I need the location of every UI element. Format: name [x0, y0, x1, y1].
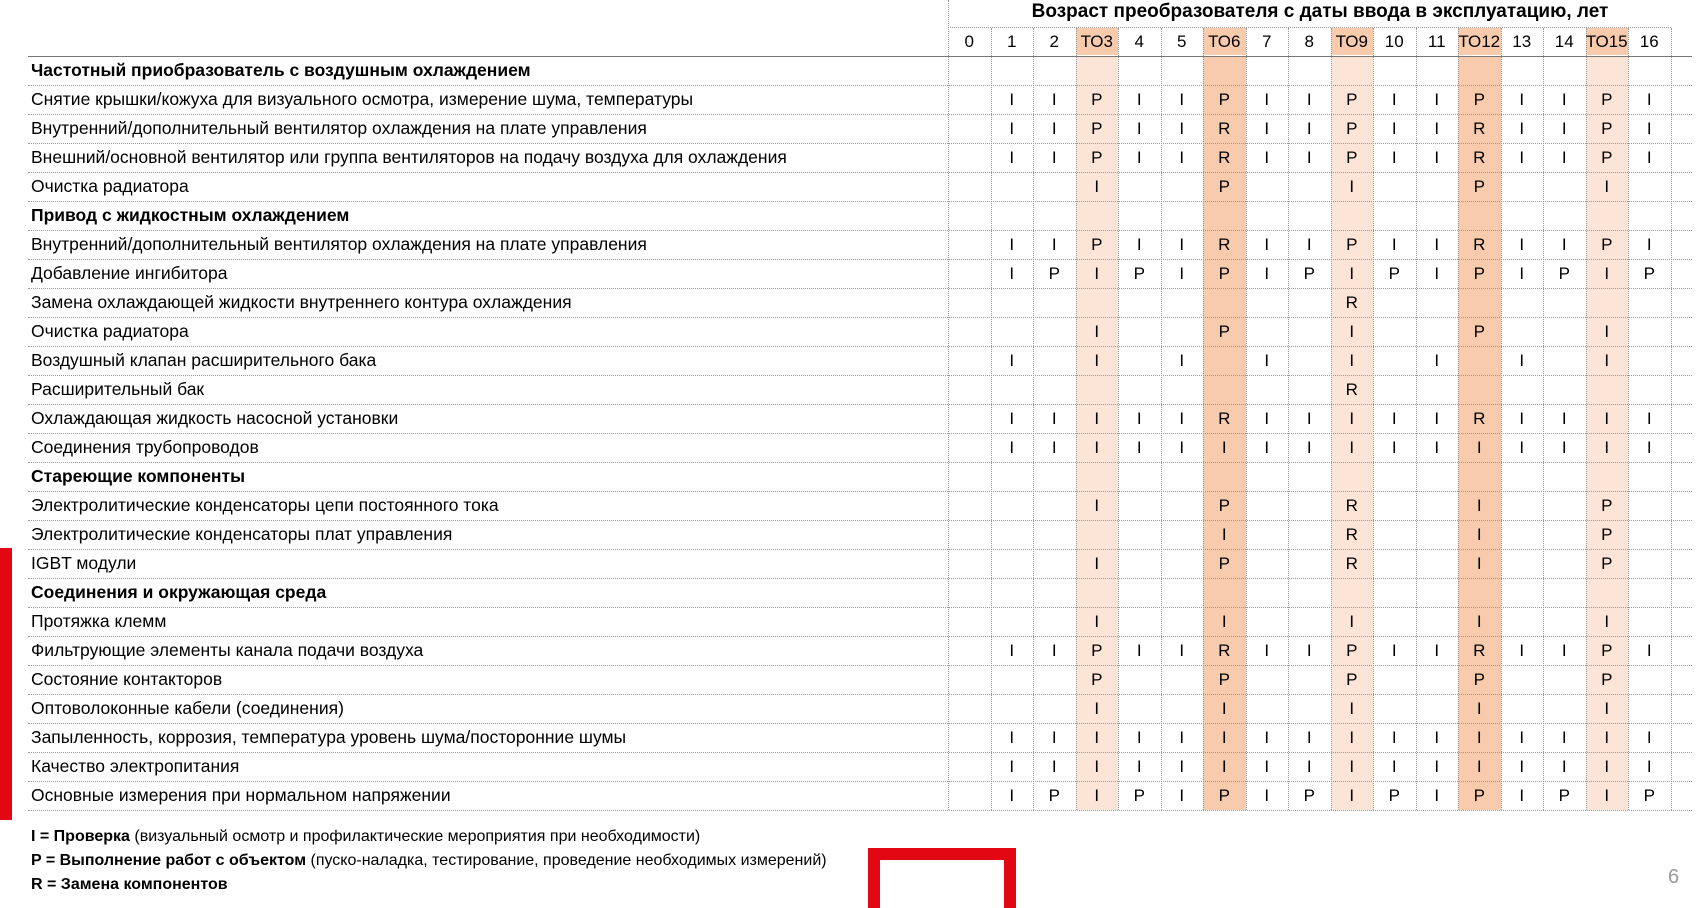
- schedule-cell: I: [1561, 119, 1567, 138]
- schedule-cell: I: [1094, 612, 1100, 631]
- schedule-cell: I: [1094, 728, 1100, 747]
- schedule-cell: I: [1561, 641, 1567, 660]
- schedule-cell: I: [1051, 90, 1057, 109]
- schedule-cell: P: [1601, 90, 1613, 109]
- red-accent-bar: [0, 548, 12, 820]
- schedule-cell: I: [1604, 786, 1610, 805]
- schedule-cell: I: [1519, 264, 1525, 283]
- schedule-cell: I: [1646, 438, 1652, 457]
- schedule-cell: I: [1051, 728, 1057, 747]
- schedule-cell: P: [1643, 264, 1655, 283]
- schedule-cell: I: [1604, 177, 1610, 196]
- schedule-cell: I: [1646, 119, 1652, 138]
- row-label: Замена охлаждающей жидкости внутреннего контура охлаждения: [31, 292, 572, 312]
- schedule-cell: P: [1218, 554, 1230, 573]
- schedule-cell: P: [1218, 90, 1230, 109]
- schedule-cell: R: [1218, 409, 1231, 428]
- schedule-cell: P: [1601, 554, 1613, 573]
- row-divider: [28, 607, 1692, 608]
- legend-item-inspection: [31, 826, 700, 848]
- schedule-cell: I: [1051, 641, 1057, 660]
- schedule-cell: I: [1349, 264, 1355, 283]
- schedule-cell: I: [1009, 409, 1015, 428]
- schedule-cell: I: [1519, 351, 1525, 370]
- schedule-cell: P: [1473, 177, 1485, 196]
- section-heading: Соединения и окружающая среда: [31, 582, 327, 602]
- schedule-cell: I: [1179, 148, 1185, 167]
- schedule-cell: I: [1434, 438, 1440, 457]
- schedule-cell: P: [1473, 90, 1485, 109]
- row-label: Внешний/основной вентилятор или группа вентиляторов на подачу воздуха для охлаждения: [31, 147, 787, 167]
- schedule-cell: I: [1604, 409, 1610, 428]
- schedule-cell: I: [1264, 148, 1270, 167]
- schedule-cell: R: [1218, 641, 1231, 660]
- row-label: IGBT модули: [31, 553, 137, 573]
- schedule-cell: I: [1094, 496, 1100, 515]
- column-divider: [948, 0, 949, 810]
- schedule-cell: I: [1221, 757, 1227, 776]
- schedule-cell: I: [1179, 90, 1185, 109]
- schedule-cell: I: [1179, 119, 1185, 138]
- schedule-cell: I: [1476, 496, 1482, 515]
- schedule-cell: I: [1349, 786, 1355, 805]
- schedule-cell: I: [1306, 641, 1312, 660]
- schedule-cell: I: [1051, 757, 1057, 776]
- schedule-cell: I: [1519, 119, 1525, 138]
- row-label: Воздушный клапан расширительного бака: [31, 350, 377, 370]
- schedule-cell: I: [1051, 119, 1057, 138]
- schedule-cell: I: [1519, 438, 1525, 457]
- legend-text: (пуско-наладка, тестирование, проведение необходимых измерений): [306, 852, 827, 869]
- legend-key: I = Проверка: [31, 828, 130, 845]
- schedule-cell: I: [1476, 612, 1482, 631]
- schedule-cell: I: [1561, 235, 1567, 254]
- schedule-cell: P: [1218, 322, 1230, 341]
- schedule-cell: R: [1345, 380, 1358, 399]
- row-divider: [28, 172, 1692, 173]
- schedule-cell: P: [1558, 786, 1570, 805]
- schedule-cell: P: [1091, 641, 1103, 660]
- legend-key: P = Выполнение работ с объектом: [31, 852, 307, 869]
- schedule-cell: I: [1136, 90, 1142, 109]
- schedule-cell: I: [1179, 728, 1185, 747]
- schedule-cell: I: [1179, 235, 1185, 254]
- schedule-cell: I: [1264, 90, 1270, 109]
- schedule-cell: I: [1094, 786, 1100, 805]
- schedule-cell: I: [1476, 438, 1482, 457]
- schedule-cell: I: [1179, 409, 1185, 428]
- row-label: Основные измерения при нормальном напряжении: [31, 785, 451, 805]
- schedule-cell: P: [1133, 264, 1145, 283]
- schedule-cell: I: [1519, 90, 1525, 109]
- schedule-cell: I: [1349, 757, 1355, 776]
- row-label: Фильтрующие элементы канала подачи воздуха: [31, 640, 424, 660]
- schedule-cell: I: [1561, 728, 1567, 747]
- schedule-cell: I: [1349, 409, 1355, 428]
- schedule-cell: I: [1349, 322, 1355, 341]
- legend-item-work: [31, 850, 827, 872]
- schedule-cell: P: [1601, 235, 1613, 254]
- column-header: ТО6: [1208, 32, 1241, 51]
- schedule-cell: I: [1476, 757, 1482, 776]
- row-label: Охлаждающая жидкость насосной установки: [31, 408, 399, 428]
- schedule-cell: I: [1604, 351, 1610, 370]
- schedule-cell: I: [1561, 90, 1567, 109]
- schedule-cell: I: [1391, 641, 1397, 660]
- schedule-cell: I: [1391, 148, 1397, 167]
- schedule-cell: P: [1346, 235, 1358, 254]
- schedule-cell: I: [1434, 351, 1440, 370]
- schedule-cell: I: [1051, 235, 1057, 254]
- schedule-cell: I: [1434, 235, 1440, 254]
- schedule-cell: P: [1091, 119, 1103, 138]
- schedule-cell: I: [1009, 351, 1015, 370]
- schedule-cell: I: [1094, 322, 1100, 341]
- schedule-cell: I: [1179, 757, 1185, 776]
- schedule-cell: I: [1434, 409, 1440, 428]
- schedule-cell: I: [1646, 90, 1652, 109]
- schedule-cell: I: [1136, 148, 1142, 167]
- schedule-cell: I: [1646, 409, 1652, 428]
- schedule-cell: I: [1604, 264, 1610, 283]
- schedule-cell: P: [1346, 148, 1358, 167]
- schedule-cell: I: [1136, 641, 1142, 660]
- schedule-cell: I: [1646, 728, 1652, 747]
- schedule-cell: P: [1558, 264, 1570, 283]
- schedule-cell: I: [1221, 525, 1227, 544]
- schedule-cell: P: [1346, 90, 1358, 109]
- schedule-cell: I: [1136, 438, 1142, 457]
- schedule-cell: P: [1346, 670, 1358, 689]
- row-label: Внутренний/дополнительный вентилятор охлаждения на плате управления: [31, 234, 647, 254]
- page-number: 6: [1668, 866, 1680, 888]
- row-label: Добавление ингибитора: [31, 263, 228, 283]
- schedule-cell: I: [1434, 728, 1440, 747]
- schedule-cell: I: [1561, 438, 1567, 457]
- schedule-cell: I: [1476, 728, 1482, 747]
- column-header: 5: [1177, 32, 1187, 51]
- schedule-cell: P: [1218, 670, 1230, 689]
- schedule-cell: I: [1264, 119, 1270, 138]
- schedule-cell: I: [1434, 90, 1440, 109]
- schedule-cell: I: [1264, 786, 1270, 805]
- schedule-cell: I: [1136, 409, 1142, 428]
- schedule-cell: I: [1519, 786, 1525, 805]
- schedule-cell: I: [1646, 148, 1652, 167]
- schedule-cell: I: [1264, 641, 1270, 660]
- schedule-cell: I: [1519, 641, 1525, 660]
- schedule-cell: I: [1306, 119, 1312, 138]
- schedule-cell: R: [1473, 641, 1486, 660]
- schedule-cell: I: [1221, 438, 1227, 457]
- schedule-cell: I: [1179, 438, 1185, 457]
- schedule-cell: R: [1473, 235, 1486, 254]
- row-label: Внутренний/дополнительный вентилятор охлаждения на плате управления: [31, 118, 647, 138]
- schedule-cell: P: [1218, 496, 1230, 515]
- schedule-cell: I: [1306, 728, 1312, 747]
- column-header: 4: [1134, 32, 1144, 51]
- row-label: Снятие крышки/кожуха для визуального осмотра, измерение шума, температуры: [31, 89, 694, 109]
- schedule-cell: P: [1048, 264, 1060, 283]
- schedule-cell: P: [1473, 786, 1485, 805]
- schedule-cell: I: [1604, 728, 1610, 747]
- row-label: Соединения трубопроводов: [31, 437, 259, 457]
- schedule-cell: P: [1048, 786, 1060, 805]
- schedule-cell: P: [1091, 148, 1103, 167]
- schedule-cell: I: [1094, 757, 1100, 776]
- schedule-cell: I: [1391, 438, 1397, 457]
- row-label: Очистка радиатора: [31, 176, 189, 196]
- schedule-cell: I: [1094, 264, 1100, 283]
- schedule-cell: P: [1303, 264, 1315, 283]
- schedule-cell: I: [1221, 612, 1227, 631]
- schedule-cell: I: [1349, 612, 1355, 631]
- schedule-cell: I: [1306, 235, 1312, 254]
- schedule-cell: I: [1094, 438, 1100, 457]
- schedule-cell: I: [1391, 235, 1397, 254]
- schedule-cell: I: [1179, 264, 1185, 283]
- column-header: ТО12: [1458, 32, 1501, 51]
- row-label: Протяжка клемм: [31, 611, 167, 631]
- schedule-cell: I: [1009, 728, 1015, 747]
- schedule-cell: I: [1136, 728, 1142, 747]
- schedule-cell: I: [1349, 699, 1355, 718]
- schedule-cell: I: [1519, 728, 1525, 747]
- schedule-cell: P: [1218, 786, 1230, 805]
- schedule-cell: I: [1094, 177, 1100, 196]
- section-heading: Частотный приобразователь с воздушным охлаждением: [31, 60, 531, 80]
- schedule-cell: I: [1094, 351, 1100, 370]
- row-label: Расширительный бак: [31, 379, 205, 399]
- schedule-cell: I: [1009, 786, 1015, 805]
- schedule-cell: I: [1051, 148, 1057, 167]
- schedule-cell: I: [1136, 757, 1142, 776]
- schedule-cell: I: [1391, 119, 1397, 138]
- schedule-cell: I: [1434, 757, 1440, 776]
- schedule-cell: P: [1601, 670, 1613, 689]
- schedule-cell: I: [1391, 728, 1397, 747]
- column-header: 2: [1049, 32, 1059, 51]
- row-label: Электролитические конденсаторы плат управления: [31, 524, 453, 544]
- schedule-cell: I: [1306, 757, 1312, 776]
- schedule-cell: P: [1601, 496, 1613, 515]
- schedule-cell: I: [1136, 235, 1142, 254]
- schedule-cell: P: [1601, 641, 1613, 660]
- schedule-cell: R: [1345, 293, 1358, 312]
- column-divider: [1671, 28, 1672, 810]
- schedule-cell: P: [1643, 786, 1655, 805]
- schedule-cell: I: [1391, 90, 1397, 109]
- schedule-cell: I: [1604, 612, 1610, 631]
- row-label: Очистка радиатора: [31, 321, 189, 341]
- column-header: 1: [1007, 32, 1017, 51]
- schedule-cell: I: [1561, 757, 1567, 776]
- column-header: 8: [1304, 32, 1314, 51]
- schedule-cell: I: [1349, 728, 1355, 747]
- schedule-cell: I: [1391, 757, 1397, 776]
- schedule-cell: I: [1306, 90, 1312, 109]
- schedule-cell: I: [1051, 409, 1057, 428]
- schedule-cell: P: [1473, 322, 1485, 341]
- schedule-cell: I: [1561, 409, 1567, 428]
- table-header-title: Возраст преобразователя с даты ввода в эксплуатацию, лет: [1031, 1, 1609, 22]
- schedule-cell: P: [1133, 786, 1145, 805]
- schedule-cell: I: [1434, 264, 1440, 283]
- schedule-cell: I: [1009, 757, 1015, 776]
- schedule-cell: I: [1476, 699, 1482, 718]
- schedule-cell: P: [1473, 670, 1485, 689]
- row-label: Электролитические конденсаторы цепи постоянного тока: [31, 495, 499, 515]
- schedule-cell: I: [1604, 438, 1610, 457]
- schedule-cell: I: [1519, 235, 1525, 254]
- column-header: 7: [1262, 32, 1272, 51]
- schedule-cell: I: [1604, 757, 1610, 776]
- row-label: Запыленность, коррозия, температура уровень шума/посторонние шумы: [31, 727, 627, 747]
- row-divider: [28, 665, 1692, 666]
- schedule-cell: I: [1009, 264, 1015, 283]
- column-header: 11: [1427, 32, 1446, 51]
- section-heading: Стареющие компоненты: [31, 466, 246, 486]
- schedule-cell: I: [1094, 409, 1100, 428]
- schedule-cell: P: [1091, 235, 1103, 254]
- schedule-cell: I: [1604, 699, 1610, 718]
- schedule-cell: R: [1218, 235, 1231, 254]
- schedule-cell: I: [1646, 757, 1652, 776]
- schedule-cell: R: [1218, 119, 1231, 138]
- column-header: 14: [1554, 32, 1574, 51]
- schedule-cell: I: [1221, 728, 1227, 747]
- schedule-cell: I: [1646, 641, 1652, 660]
- schedule-cell: I: [1264, 757, 1270, 776]
- schedule-cell: I: [1009, 119, 1015, 138]
- schedule-cell: R: [1345, 496, 1358, 515]
- schedule-cell: R: [1473, 119, 1486, 138]
- schedule-cell: R: [1345, 554, 1358, 573]
- legend-key: R = Замена компонентов: [31, 876, 228, 893]
- schedule-cell: P: [1091, 90, 1103, 109]
- schedule-cell: I: [1434, 119, 1440, 138]
- column-header: 0: [964, 32, 974, 51]
- schedule-cell: P: [1346, 119, 1358, 138]
- column-header: ТО15: [1585, 32, 1628, 51]
- schedule-cell: I: [1264, 235, 1270, 254]
- schedule-cell: I: [1391, 409, 1397, 428]
- schedule-cell: I: [1646, 235, 1652, 254]
- schedule-cell: R: [1218, 148, 1231, 167]
- schedule-cell: I: [1476, 525, 1482, 544]
- schedule-cell: I: [1434, 641, 1440, 660]
- schedule-cell: I: [1604, 322, 1610, 341]
- schedule-cell: I: [1264, 264, 1270, 283]
- schedule-cell: I: [1476, 554, 1482, 573]
- row-divider: [28, 317, 1692, 318]
- row-label: Состояние контакторов: [31, 669, 223, 689]
- schedule-cell: I: [1009, 90, 1015, 109]
- schedule-cell: I: [1009, 148, 1015, 167]
- schedule-cell: I: [1306, 438, 1312, 457]
- schedule-cell: I: [1179, 786, 1185, 805]
- column-header: 10: [1384, 32, 1404, 51]
- schedule-cell: I: [1519, 409, 1525, 428]
- schedule-cell: I: [1094, 699, 1100, 718]
- row-label: Оптоволоконные кабели (соединения): [31, 698, 344, 718]
- schedule-cell: P: [1473, 264, 1485, 283]
- legend-text: (визуальный осмотр и профилактические мероприятия при необходимости): [129, 828, 701, 845]
- schedule-cell: I: [1349, 351, 1355, 370]
- row-divider: [28, 375, 1692, 376]
- schedule-cell: I: [1009, 641, 1015, 660]
- schedule-cell: I: [1009, 235, 1015, 254]
- schedule-cell: I: [1349, 177, 1355, 196]
- schedule-cell: P: [1218, 264, 1230, 283]
- schedule-cell: I: [1561, 148, 1567, 167]
- schedule-cell: R: [1345, 525, 1358, 544]
- section-heading: Привод с жидкостным охлаждением: [31, 205, 350, 225]
- schedule-cell: R: [1473, 148, 1486, 167]
- row-divider: [28, 549, 1692, 550]
- schedule-cell: P: [1601, 148, 1613, 167]
- schedule-cell: I: [1264, 351, 1270, 370]
- schedule-cell: I: [1519, 148, 1525, 167]
- schedule-cell: I: [1264, 728, 1270, 747]
- schedule-cell: I: [1306, 409, 1312, 428]
- schedule-cell: I: [1434, 148, 1440, 167]
- row-divider: [28, 462, 1692, 463]
- column-header: 13: [1512, 32, 1532, 51]
- schedule-cell: I: [1094, 554, 1100, 573]
- column-header: ТО9: [1335, 32, 1368, 51]
- schedule-cell: I: [1349, 438, 1355, 457]
- schedule-cell: I: [1306, 148, 1312, 167]
- schedule-cell: P: [1388, 264, 1400, 283]
- schedule-cell: I: [1264, 438, 1270, 457]
- schedule-cell: P: [1303, 786, 1315, 805]
- schedule-cell: I: [1519, 757, 1525, 776]
- row-label: Качество электропитания: [31, 756, 240, 776]
- column-header: 16: [1639, 32, 1659, 51]
- schedule-cell: P: [1218, 177, 1230, 196]
- schedule-cell: P: [1346, 641, 1358, 660]
- schedule-cell: I: [1434, 786, 1440, 805]
- schedule-cell: P: [1601, 119, 1613, 138]
- schedule-cell: I: [1051, 438, 1057, 457]
- schedule-cell: I: [1136, 119, 1142, 138]
- schedule-cell: I: [1179, 351, 1185, 370]
- row-divider: [28, 810, 1692, 811]
- schedule-cell: I: [1009, 438, 1015, 457]
- schedule-cell: I: [1264, 409, 1270, 428]
- schedule-cell: R: [1473, 409, 1486, 428]
- legend-item-replacement: [31, 874, 228, 896]
- column-header: ТО3: [1080, 32, 1113, 51]
- schedule-cell: P: [1601, 525, 1613, 544]
- schedule-cell: I: [1179, 641, 1185, 660]
- schedule-cell: P: [1388, 786, 1400, 805]
- red-logo-frame: [868, 848, 1016, 908]
- schedule-cell: P: [1091, 670, 1103, 689]
- schedule-cell: I: [1221, 699, 1227, 718]
